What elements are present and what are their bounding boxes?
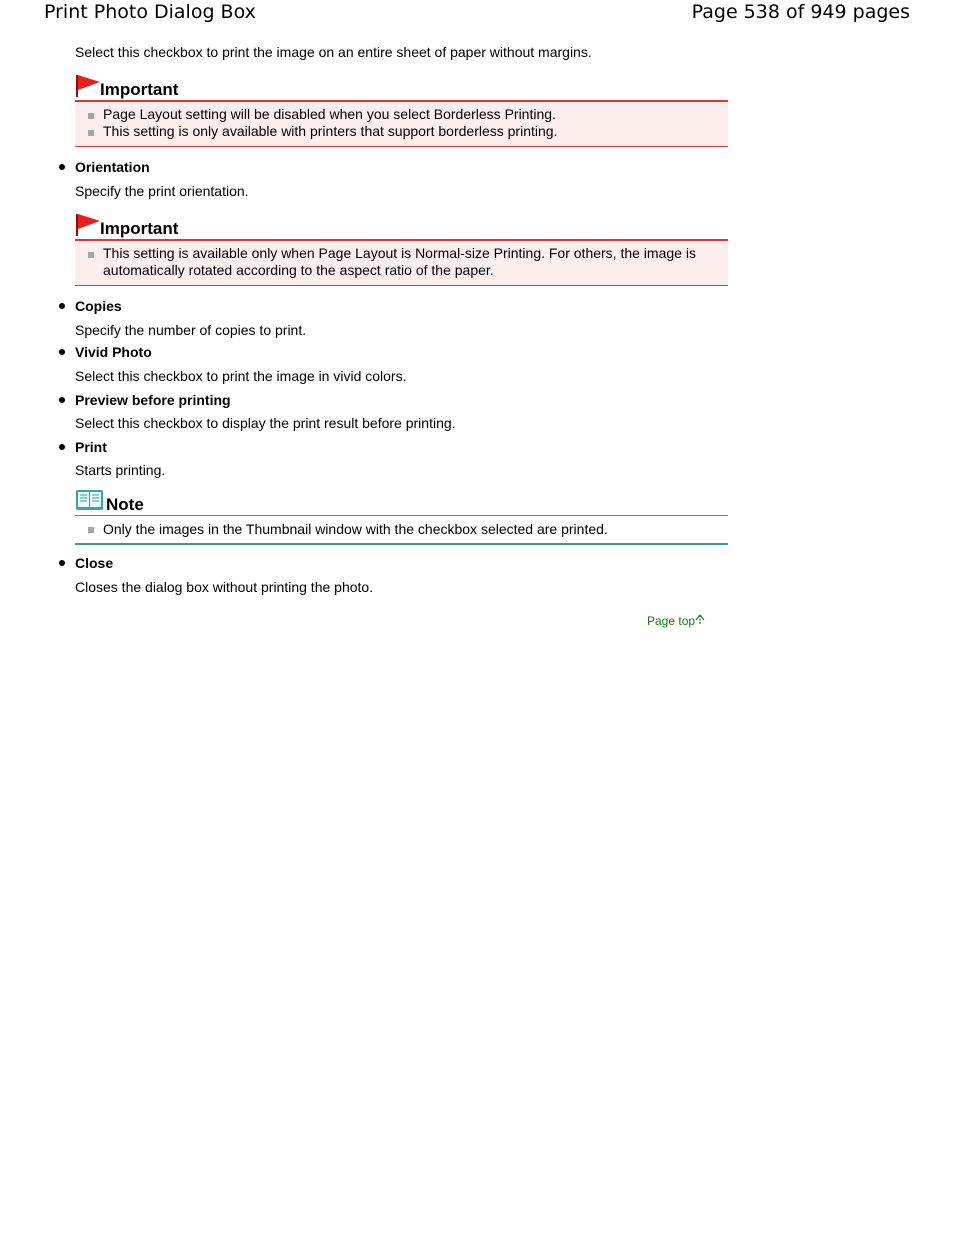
arrow-up-icon[interactable]: [695, 614, 705, 628]
bullet-icon: [59, 164, 65, 170]
orientation-desc: Specify the print orientation.: [75, 183, 249, 199]
list-item: Page Layout setting will be disabled when you select Borderless Printing.: [103, 106, 556, 122]
list-item: Only the images in the Thumbnail window with the checkbox selected are printed.: [103, 521, 608, 537]
page-title: Print Photo Dialog Box: [44, 1, 256, 23]
page-top-label[interactable]: Page top: [647, 614, 696, 628]
print-label: Print: [75, 439, 107, 455]
important-box: [75, 239, 728, 286]
list-square-icon: [88, 130, 94, 136]
list-square-icon: [88, 527, 94, 533]
print-desc: Starts printing.: [75, 462, 166, 478]
list-square-icon: [88, 113, 94, 119]
book-icon: [75, 489, 104, 511]
bullet-icon: [59, 444, 65, 450]
copies-label: Copies: [75, 298, 122, 314]
preview-label: Preview before printing: [75, 392, 231, 408]
orientation-label: Orientation: [75, 159, 150, 175]
vivid-photo-label: Vivid Photo: [75, 344, 152, 360]
note-callout: [75, 489, 728, 547]
bullet-icon: [59, 560, 65, 566]
copies-desc: Specify the number of copies to print.: [75, 322, 307, 338]
important-flag-icon: [75, 213, 101, 237]
list-square-icon: [88, 252, 94, 258]
bullet-icon: [59, 303, 65, 309]
close-label: Close: [75, 555, 114, 571]
important-callout: [75, 74, 728, 149]
page-top-link[interactable]: [647, 613, 705, 629]
list-item: This setting is available only when Page Layout is Normal-size Printing. For others, the image is automatically rotated according to the aspect ratio of the paper.: [103, 245, 696, 278]
important-flag-icon: [75, 74, 101, 98]
important-title: Important: [100, 219, 179, 238]
preview-desc: Select this checkbox to display the print result before printing.: [75, 415, 456, 431]
intro-text: Select this checkbox to print the image on an entire sheet of paper without margins.: [75, 44, 592, 60]
bullet-icon: [59, 397, 65, 403]
vivid-photo-desc: Select this checkbox to print the image in vivid colors.: [75, 368, 407, 384]
important-box: [75, 100, 728, 147]
bullet-icon: [59, 349, 65, 355]
important-callout: [75, 213, 728, 288]
page-counter: Page 538 of 949 pages: [691, 1, 910, 23]
note-title: Note: [106, 495, 144, 514]
list-item: This setting is only available with printers that support borderless printing.: [103, 123, 558, 139]
close-desc: Closes the dialog box without printing the photo.: [75, 579, 374, 595]
note-box: [75, 515, 728, 545]
important-title: Important: [100, 80, 179, 99]
